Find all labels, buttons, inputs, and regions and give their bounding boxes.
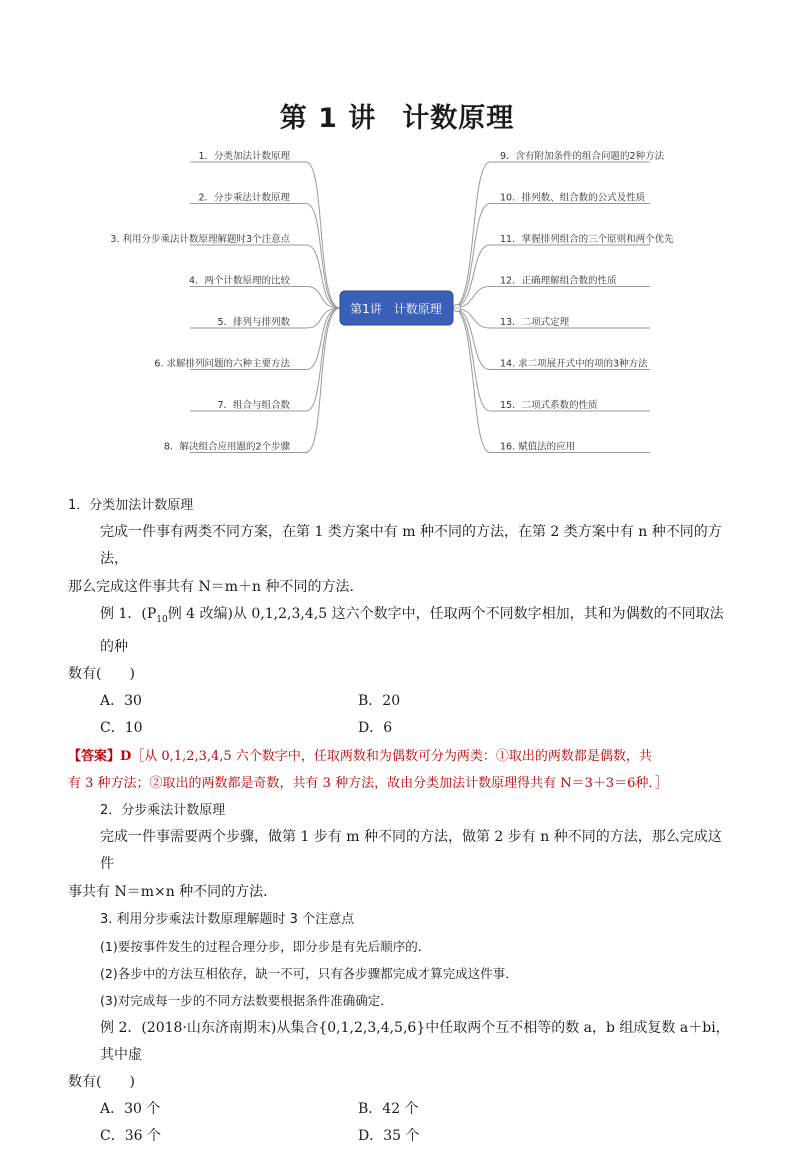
mind-map-node-label[interactable]: 3. 利用分步乘法计数原理解题时3个注意点 <box>110 234 290 245</box>
option-a: A．30 <box>100 693 142 710</box>
section-1-heading: 1．分类加法计数原理 <box>68 498 194 513</box>
option-c: C．10 <box>100 720 143 737</box>
section-3-note-1: (1)要按事件发生的过程合理分步，即分步是有先后顺序的． <box>100 939 431 955</box>
section-2-paragraph-line1: 完成一件事需要两个步骤，做第 1 步有 m 种不同的方法，做第 2 步有 n 种不同的方法，那么完成这件 <box>100 829 722 873</box>
section-3-heading: 3. 利用分步乘法计数原理解题时 3 个注意点 <box>100 911 355 927</box>
answer-tag: 【答案】D <box>68 748 132 764</box>
mind-map-node-label[interactable]: 6. 求解排列问题的六种主要方法 <box>154 358 290 370</box>
section-3-note-2: (2)各步中的方法互相依存，缺一不可，只有各步骤都完成才算完成这件事． <box>100 966 518 982</box>
mind-map-node-label[interactable]: 8．解决组合应用题的2个步骤 <box>163 441 290 453</box>
mind-map-node-label[interactable]: 2．分步乘法计数原理 <box>198 192 290 204</box>
example-2-question: 例 2．(2018·山东济南期末)从集合{0,1,2,3,4,5,6}中任取两个互不相等的数 a，b 组成复数 a＋bi，其中虚 <box>100 1019 730 1063</box>
mind-map-center-label: 第1讲 计数原理 <box>350 302 442 316</box>
option-c: C．36 个 <box>100 1128 161 1145</box>
answer-1: 【答案】D［从 0,1,2,3,4,5 六个数字中，任取两数和为偶数可分为两类：①取出的两数都是偶数，共 <box>68 748 652 764</box>
option-d: D．6 <box>358 720 393 737</box>
mind-map-branch <box>453 308 650 453</box>
option-b: B．20 <box>358 693 401 710</box>
mind-map-node-label[interactable]: 15．二项式系数的性质 <box>500 400 598 411</box>
mind-map-node-label[interactable]: 11．掌握排列组合的三个原则和两个优先 <box>500 234 674 245</box>
example-1-options-ab <box>100 688 730 715</box>
example-2-question-cont: 数有( ) <box>68 1074 135 1091</box>
mind-map-branch <box>190 287 340 309</box>
section-1-paragraph-line1: 完成一件事有两类不同方案，在第 1 类方案中有 m 种不同的方法，在第 2 类方案中有 n 种不同的方法， <box>100 524 722 568</box>
mind-map-node-label[interactable]: 12．正确理解组合数的性质 <box>500 275 617 287</box>
mind-map-node-label[interactable]: 1．分类加法计数原理 <box>198 151 290 162</box>
section-1-paragraph-line2: 那么完成这件事共有 N＝m＋n 种不同的方法． <box>68 578 364 595</box>
mind-map-node-label[interactable]: 7．组合与组合数 <box>217 400 290 411</box>
mind-map-node-label[interactable]: 9．含有附加条件的组合问题的2种方法 <box>500 151 665 162</box>
mind-map-node-label[interactable]: 4．两个计数原理的比较 <box>188 275 290 287</box>
section-2-heading: 2．分步乘法计数原理 <box>100 803 226 819</box>
mind-map <box>0 148 794 478</box>
example-2-options-ab <box>100 1096 730 1123</box>
mind-map-node-label[interactable]: 16. 赋值法的应用 <box>500 441 576 453</box>
mind-map-branch <box>190 308 340 453</box>
section-2-paragraph-line2: 事共有 N＝m×n 种不同的方法． <box>68 883 278 900</box>
example-1-question-cont: 数有( ) <box>68 666 135 683</box>
title-part1: 第 1 讲 <box>279 103 377 134</box>
mind-map-branch <box>453 204 650 309</box>
title-part2: 计数原理 <box>402 103 515 134</box>
page-title <box>0 96 794 135</box>
option-d: D．35 个 <box>358 1128 420 1145</box>
option-b: B．42 个 <box>358 1101 419 1118</box>
mind-map-branch <box>190 204 340 309</box>
example-1-options-cd <box>100 715 730 742</box>
section-3-note-3: (3)对完成每一步的不同方法数要根据条件准确确定． <box>100 993 393 1009</box>
mind-map-node-label[interactable]: 5．排列与排列数 <box>217 317 290 328</box>
mind-map-node-label[interactable]: 10．排列数、组合数的公式及性质 <box>500 192 646 204</box>
example-2-options-cd <box>100 1123 730 1150</box>
answer-1-cont: 有 3 种方法；②取出的两数都是奇数，共有 3 种方法，故由分类加法计数原理得共有 N＝3＋3＝6种．］ <box>68 775 668 791</box>
example-1-question: 例 1．($P_{10}$例 4 改编)从 0,1,2,3,4,5 这六个数字中，任取两个不同数字相加，其和为偶数的不同取法的种 <box>100 605 724 655</box>
mind-map-node-label[interactable]: 14. 求二项展开式中的项的3种方法 <box>500 358 648 370</box>
mind-map-branch <box>453 287 650 309</box>
main-content <box>68 492 730 1151</box>
mind-map-node-label[interactable]: 13．二项式定理 <box>500 317 570 328</box>
option-a: A．30 个 <box>100 1101 161 1118</box>
